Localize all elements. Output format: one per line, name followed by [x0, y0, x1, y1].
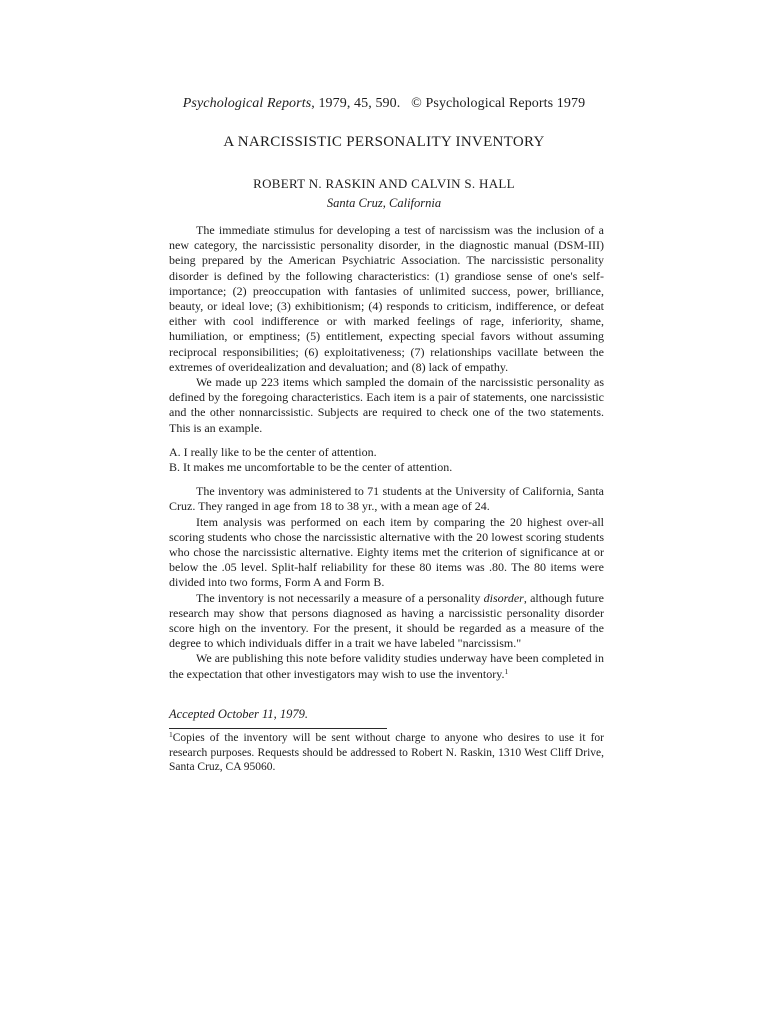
example-choice-a: A. I really like to be the center of attention.: [169, 444, 377, 459]
author-affiliation: Santa Cruz, California: [326, 196, 442, 210]
paragraph-intro: The immediate stimulus for developing a test of narcissism was the inclusion of a new category, the narcissistic personality disorder, in the diagnostic manual (DSM-III) being prepared by the American Psychiatric Association. The narcissistic personality disorder is defined by the following characteristics: (1) grandiose sense of one's self-importance; (2) preoccupation with fantasies of unlimited success, power, brilliance, beauty, or ideal love; (3) exhibitionism; (4) responds to criticism, indifference, or defeat either with cool indifference or with marked feelings of rage, inferiority, shame, humiliation, or emptiness; (5) entitlement, expecting special favors without assuming reciprocal responsibilities; (6) exploitativeness; (7) relationships vacillate between the extremes of overidealization and devaluation; and (8) lack of empathy.: [169, 223, 604, 374]
paper-authors: ROBERT N. RASKIN AND CALVIN S. HALL: [253, 176, 515, 191]
journal-citation: , 1979, 45, 590.: [311, 96, 401, 111]
paragraph-interpretation: [169, 591, 604, 652]
example-choice-b: B. It makes me uncomfortable to be the center of attention.: [169, 460, 453, 475]
footnote-divider: [169, 728, 387, 729]
footnote-mark: 1: [169, 730, 173, 739]
footnote-reference: 1: [504, 666, 509, 676]
paragraph-interpretation-end: , although future research may show that persons diagnosed as having a narcissistic personality disorder score high on the inventory. For the present, it should be regarded as a measure of the degree to which individuals differ in a trait we have labeled "narcissism.": [169, 590, 604, 651]
footnote-text: Copies of the inventory will be sent without charge to anyone who desires to use it for research purposes. Requests should be addressed to Robert N. Raskin, 1310 West Cliff Drive, Santa Cruz, CA 95060.: [169, 732, 604, 773]
paper-body: [169, 223, 604, 682]
accepted-date: Accepted October 11, 1979.: [169, 707, 308, 721]
paragraph-item-analysis: Item analysis was performed on each item by comparing the 20 highest over-all scoring students who chose the narcissistic alternative with the 20 lowest scoring students who chose the narcissistic alternative. Eighty items met the criterion of significance at or below the .05 level. Split-half reliability for these 80 items was .80. The 80 items were divided into two forms, Form A and Form B.: [169, 514, 604, 590]
paragraph-interpretation-start: The inventory is not necessarily a measure of a personality: [196, 590, 484, 605]
example-item: [169, 445, 604, 475]
paragraph-administration: The inventory was administered to 71 students at the University of California, Santa Cruz. They ranged in age from 18 to 38 yr., with a mean age of 24.: [169, 484, 604, 514]
paragraph-items: We made up 223 items which sampled the domain of the narcissistic personality as defined by the foregoing characteristics. Each item is a pair of statements, one narcissistic and the other nonnarcissistic. Subjects are required to check one of the two statements. This is an example.: [169, 375, 604, 435]
journal-name: Psychological Reports: [182, 96, 312, 111]
journal-header: [0, 96, 768, 112]
copyright-notice: © Psychological Reports 1979: [411, 96, 586, 111]
paragraph-publishing-note: [169, 651, 604, 681]
paper-title: A NARCISSISTIC PERSONALITY INVENTORY: [223, 134, 545, 150]
paragraph-publishing-note-text: We are publishing this note before validity studies underway have been completed in the expectation that other investigators may wish to use the inventory.: [169, 651, 604, 681]
footnote: [169, 731, 604, 775]
emphasis-disorder: disorder: [483, 590, 524, 605]
